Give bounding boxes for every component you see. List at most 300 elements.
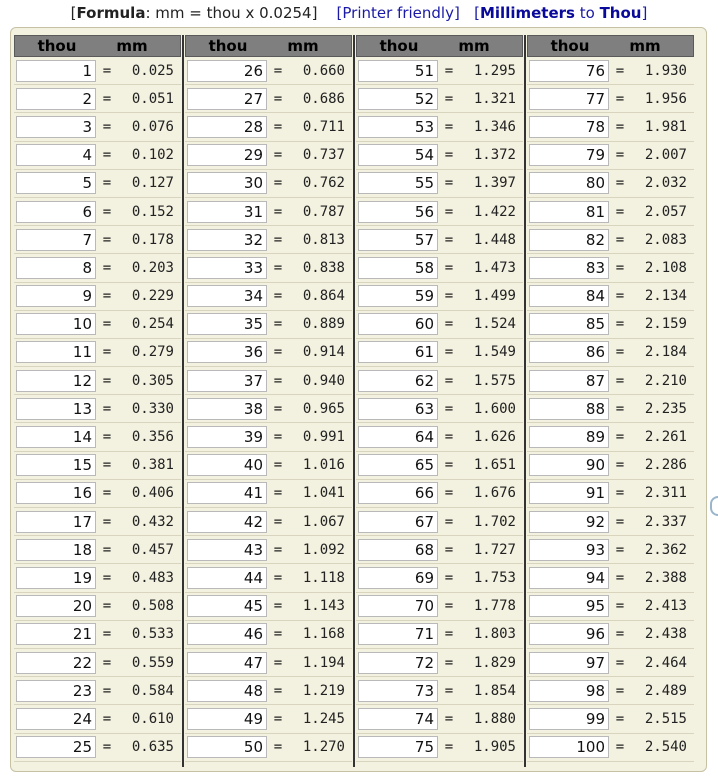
mm-value: 0.330 (131, 400, 174, 417)
partial-scroll-icon (710, 496, 718, 516)
thou-value-field[interactable]: 39 (187, 426, 267, 448)
thou-value-field[interactable]: 21 (16, 623, 96, 645)
thou-value-field[interactable]: 55 (358, 172, 438, 194)
mm-value: 2.057 (644, 203, 687, 220)
thou-value-field[interactable]: 42 (187, 511, 267, 533)
thou-value-field[interactable]: 37 (187, 370, 267, 392)
formula-open-bracket: [ (70, 4, 77, 22)
mm-value: 0.076 (131, 118, 174, 135)
thou-value-field[interactable]: 32 (187, 229, 267, 251)
thou-value-field[interactable]: 12 (16, 370, 96, 392)
mm-value: 1.854 (473, 682, 516, 699)
equals-sign: = (102, 316, 112, 333)
thou-value-field[interactable]: 34 (187, 285, 267, 307)
table-row (185, 395, 352, 423)
mm-value: 0.686 (302, 90, 345, 107)
thou-value-field[interactable]: 98 (529, 680, 609, 702)
thou-value-field[interactable]: 5 (16, 172, 96, 194)
equals-sign: = (615, 710, 625, 727)
equals-sign: = (273, 654, 283, 671)
thou-value-field[interactable]: 63 (358, 398, 438, 420)
thou-value-field[interactable]: 78 (529, 116, 609, 138)
mm-value: 1.626 (473, 429, 516, 446)
equals-sign: = (102, 710, 112, 727)
thou-value-field[interactable]: 95 (529, 595, 609, 617)
equals-sign: = (615, 598, 625, 615)
mm-value: 2.261 (644, 429, 687, 446)
header-thou: thou (379, 37, 419, 55)
thou-value-field[interactable]: 62 (358, 370, 438, 392)
equals-sign: = (273, 569, 283, 586)
table-row (356, 423, 523, 451)
equals-sign: = (102, 118, 112, 135)
equals-sign: = (273, 147, 283, 164)
mm-value: 0.787 (302, 203, 345, 220)
table-row (14, 677, 181, 705)
table-row (185, 452, 352, 480)
thou-value-field[interactable]: 20 (16, 595, 96, 617)
mm-value: 1.905 (473, 739, 516, 756)
mm-value: 1.549 (473, 344, 516, 361)
equals-sign: = (102, 288, 112, 305)
equals-sign: = (615, 485, 625, 502)
equals-sign: = (444, 457, 454, 474)
equals-sign: = (444, 513, 454, 530)
table-column-1 (14, 35, 181, 762)
thou-value-field[interactable]: 2 (16, 88, 96, 110)
equals-sign: = (273, 288, 283, 305)
thou-value-field[interactable]: 41 (187, 482, 267, 504)
mm-value: 0.152 (131, 203, 174, 220)
thou-value-field[interactable]: 60 (358, 313, 438, 335)
table-row (185, 705, 352, 733)
thou-value-field[interactable]: 58 (358, 257, 438, 279)
table-row (356, 339, 523, 367)
thou-value-field[interactable]: 73 (358, 680, 438, 702)
table-row (185, 198, 352, 226)
equals-sign: = (273, 90, 283, 107)
equals-sign: = (615, 541, 625, 558)
table-row (185, 480, 352, 508)
table-row (356, 57, 523, 85)
table-row (356, 254, 523, 282)
thou-value-field[interactable]: 10 (16, 313, 96, 335)
mm-value: 1.245 (302, 710, 345, 727)
table-row (14, 480, 181, 508)
thou-value-field[interactable]: 61 (358, 341, 438, 363)
equals-sign: = (273, 203, 283, 220)
thou-value-field[interactable]: 82 (529, 229, 609, 251)
mm-value: 0.889 (302, 316, 345, 333)
equals-sign: = (273, 513, 283, 530)
table-row (527, 452, 694, 480)
table-row (356, 480, 523, 508)
thou-value-field[interactable]: 59 (358, 285, 438, 307)
equals-sign: = (444, 203, 454, 220)
equals-sign: = (444, 118, 454, 135)
equals-sign: = (615, 457, 625, 474)
equals-sign: = (615, 682, 625, 699)
thou-value-field[interactable]: 11 (16, 341, 96, 363)
equals-sign: = (102, 147, 112, 164)
equals-sign: = (273, 372, 283, 389)
mm-value: 1.118 (302, 569, 345, 586)
column-header (356, 35, 523, 57)
mm-value: 1.803 (473, 626, 516, 643)
thou-value-field[interactable]: 66 (358, 482, 438, 504)
thou-value-field[interactable]: 65 (358, 454, 438, 476)
column-header (14, 35, 181, 57)
thou-value-field[interactable]: 74 (358, 708, 438, 730)
table-row (14, 57, 181, 85)
mm-value: 2.540 (644, 739, 687, 756)
equals-sign: = (273, 62, 283, 79)
header-mm: mm (287, 37, 319, 55)
thou-value-field[interactable]: 19 (16, 567, 96, 589)
mm-value: 1.575 (473, 372, 516, 389)
thou-value-field[interactable]: 36 (187, 341, 267, 363)
thou-value-field[interactable]: 15 (16, 454, 96, 476)
thou-value-field[interactable]: 96 (529, 623, 609, 645)
table-row (185, 621, 352, 649)
thou-value-field[interactable]: 71 (358, 623, 438, 645)
mm-value: 2.337 (644, 513, 687, 530)
mm-value: 1.702 (473, 513, 516, 530)
equals-sign: = (273, 710, 283, 727)
mm-value: 0.635 (131, 739, 174, 756)
equals-sign: = (273, 598, 283, 615)
equals-sign: = (444, 316, 454, 333)
thou-value-field[interactable]: 14 (16, 426, 96, 448)
thou-value-field[interactable]: 88 (529, 398, 609, 420)
thou-value-field[interactable]: 91 (529, 482, 609, 504)
equals-sign: = (615, 513, 625, 530)
table-row (527, 283, 694, 311)
table-row (356, 198, 523, 226)
mm-value: 1.930 (644, 62, 687, 79)
thou-value-field[interactable]: 9 (16, 285, 96, 307)
mm-value: 2.489 (644, 682, 687, 699)
mm-value: 2.159 (644, 316, 687, 333)
mm-value: 1.194 (302, 654, 345, 671)
thou-value-field[interactable]: 57 (358, 229, 438, 251)
table-row (185, 339, 352, 367)
thou-value-field[interactable]: 83 (529, 257, 609, 279)
column-header (185, 35, 352, 57)
equals-sign: = (615, 654, 625, 671)
mm-value: 1.092 (302, 541, 345, 558)
equals-sign: = (444, 90, 454, 107)
table-row (14, 142, 181, 170)
thou-value-field[interactable]: 69 (358, 567, 438, 589)
equals-sign: = (102, 400, 112, 417)
thou-value-field[interactable]: 72 (358, 652, 438, 674)
mm-value: 0.508 (131, 598, 174, 615)
table-row (14, 367, 181, 395)
table-row (356, 508, 523, 536)
mm-value: 0.762 (302, 175, 345, 192)
table-row (527, 480, 694, 508)
thou-value-field[interactable]: 75 (358, 736, 438, 758)
table-row (185, 226, 352, 254)
mm-value: 1.524 (473, 316, 516, 333)
table-row (356, 564, 523, 592)
table-row (527, 170, 694, 198)
equals-sign: = (615, 400, 625, 417)
thou-value-field[interactable]: 86 (529, 341, 609, 363)
equals-sign: = (102, 429, 112, 446)
table-row (185, 170, 352, 198)
table-row (185, 367, 352, 395)
table-row (527, 254, 694, 282)
equals-sign: = (273, 429, 283, 446)
equals-sign: = (444, 429, 454, 446)
table-column-2 (185, 35, 352, 762)
thou-value-field[interactable]: 4 (16, 144, 96, 166)
mm-value: 0.127 (131, 175, 174, 192)
thou-value-field[interactable]: 33 (187, 257, 267, 279)
thou-value-field[interactable]: 28 (187, 116, 267, 138)
table-row (527, 367, 694, 395)
equals-sign: = (444, 739, 454, 756)
thou-value-field[interactable]: 17 (16, 511, 96, 533)
table-row (14, 198, 181, 226)
mm-value: 1.219 (302, 682, 345, 699)
thou-value-field[interactable]: 94 (529, 567, 609, 589)
equals-sign: = (444, 626, 454, 643)
equals-sign: = (102, 344, 112, 361)
thou-value-field[interactable]: 44 (187, 567, 267, 589)
mm-value: 0.559 (131, 654, 174, 671)
mm-value: 1.321 (473, 90, 516, 107)
equals-sign: = (102, 654, 112, 671)
thou-value-field[interactable]: 70 (358, 595, 438, 617)
table-row (14, 85, 181, 113)
equals-sign: = (102, 62, 112, 79)
equals-sign: = (615, 203, 625, 220)
column-divider (182, 35, 184, 767)
mm-value: 0.457 (131, 541, 174, 558)
thou-value-field[interactable]: 46 (187, 623, 267, 645)
thou-value-field[interactable]: 79 (529, 144, 609, 166)
thou-value-field[interactable]: 52 (358, 88, 438, 110)
mm-value: 1.016 (302, 457, 345, 474)
thou-value-field[interactable]: 77 (529, 88, 609, 110)
thou-value-field[interactable]: 90 (529, 454, 609, 476)
equals-sign: = (615, 288, 625, 305)
mm-value: 0.660 (302, 62, 345, 79)
table-row (185, 85, 352, 113)
equals-sign: = (273, 682, 283, 699)
equals-sign: = (444, 682, 454, 699)
table-row (14, 621, 181, 649)
formula-label: Formula (76, 4, 146, 22)
table-row (356, 395, 523, 423)
table-row (527, 734, 694, 762)
mm-value: 1.397 (473, 175, 516, 192)
table-row (527, 113, 694, 141)
equals-sign: = (102, 457, 112, 474)
equals-sign: = (615, 739, 625, 756)
thou-value-field[interactable]: 35 (187, 313, 267, 335)
table-row (356, 621, 523, 649)
thou-value-field[interactable]: 22 (16, 652, 96, 674)
mm-value: 1.600 (473, 400, 516, 417)
thou-value-field[interactable]: 80 (529, 172, 609, 194)
thou-value-field[interactable]: 13 (16, 398, 96, 420)
thou-value-field[interactable]: 81 (529, 201, 609, 223)
direction-to: Thou (599, 4, 642, 22)
mm-value: 0.102 (131, 147, 174, 164)
thou-value-field[interactable]: 49 (187, 708, 267, 730)
column-header (527, 35, 694, 57)
equals-sign: = (273, 231, 283, 248)
mm-value: 1.346 (473, 118, 516, 135)
table-row (14, 564, 181, 592)
table-row (185, 734, 352, 762)
table-row (356, 113, 523, 141)
thou-value-field[interactable]: 25 (16, 736, 96, 758)
millimeters-to-thou-link[interactable] (474, 4, 647, 22)
equals-sign: = (273, 739, 283, 756)
thou-value-field[interactable]: 64 (358, 426, 438, 448)
equals-sign: = (615, 344, 625, 361)
mm-value: 1.422 (473, 203, 516, 220)
thou-value-field[interactable]: 54 (358, 144, 438, 166)
equals-sign: = (102, 372, 112, 389)
mm-value: 0.483 (131, 569, 174, 586)
thou-value-field[interactable]: 29 (187, 144, 267, 166)
thou-value-field[interactable]: 97 (529, 652, 609, 674)
table-row (356, 734, 523, 762)
thou-value-field[interactable]: 89 (529, 426, 609, 448)
thou-value-field[interactable]: 40 (187, 454, 267, 476)
table-row (356, 705, 523, 733)
thou-value-field[interactable]: 47 (187, 652, 267, 674)
thou-value-field[interactable]: 93 (529, 539, 609, 561)
table-row (14, 452, 181, 480)
equals-sign: = (615, 372, 625, 389)
thou-value-field[interactable]: 3 (16, 116, 96, 138)
thou-value-field[interactable]: 23 (16, 680, 96, 702)
thou-value-field[interactable]: 16 (16, 482, 96, 504)
table-row (356, 677, 523, 705)
mm-value: 0.610 (131, 710, 174, 727)
table-row (356, 142, 523, 170)
table-row (14, 311, 181, 339)
table-row (356, 367, 523, 395)
column-divider (353, 35, 355, 767)
thou-value-field[interactable]: 45 (187, 595, 267, 617)
formula-bar (0, 4, 718, 22)
table-row (185, 423, 352, 451)
mm-value: 2.032 (644, 175, 687, 192)
thou-value-field[interactable]: 50 (187, 736, 267, 758)
table-row (14, 649, 181, 677)
mm-value: 0.991 (302, 429, 345, 446)
table-row (185, 57, 352, 85)
equals-sign: = (273, 344, 283, 361)
thou-value-field[interactable]: 7 (16, 229, 96, 251)
equals-sign: = (444, 344, 454, 361)
thou-value-field[interactable]: 68 (358, 539, 438, 561)
table-row (14, 734, 181, 762)
table-row (356, 536, 523, 564)
table-row (185, 142, 352, 170)
thou-value-field[interactable]: 30 (187, 172, 267, 194)
mm-value: 0.864 (302, 288, 345, 305)
equals-sign: = (444, 259, 454, 276)
table-row (527, 395, 694, 423)
mm-value: 2.134 (644, 288, 687, 305)
thou-value-field[interactable]: 99 (529, 708, 609, 730)
table-row (527, 536, 694, 564)
thou-value-field[interactable]: 92 (529, 511, 609, 533)
thou-value-field[interactable]: 27 (187, 88, 267, 110)
table-row (527, 339, 694, 367)
thou-value-field[interactable]: 87 (529, 370, 609, 392)
formula-close-bracket: ] (311, 4, 318, 22)
equals-sign: = (102, 626, 112, 643)
equals-sign: = (273, 400, 283, 417)
equals-sign: = (444, 62, 454, 79)
mm-value: 0.381 (131, 457, 174, 474)
table-row (14, 423, 181, 451)
printer-friendly-link[interactable]: [Printer friendly] (336, 4, 460, 22)
thou-value-field[interactable]: 43 (187, 539, 267, 561)
equals-sign: = (615, 316, 625, 333)
equals-sign: = (273, 259, 283, 276)
thou-value-field[interactable]: 6 (16, 201, 96, 223)
mm-value: 1.778 (473, 598, 516, 615)
thou-value-field[interactable]: 38 (187, 398, 267, 420)
thou-value-field[interactable]: 8 (16, 257, 96, 279)
table-row (185, 254, 352, 282)
thou-value-field[interactable]: 56 (358, 201, 438, 223)
mm-value: 1.143 (302, 598, 345, 615)
thou-value-field[interactable]: 24 (16, 708, 96, 730)
table-row (14, 705, 181, 733)
table-row (356, 593, 523, 621)
thou-value-field[interactable]: 100 (529, 736, 609, 758)
thou-value-field[interactable]: 85 (529, 313, 609, 335)
mm-value: 1.270 (302, 739, 345, 756)
equals-sign: = (273, 541, 283, 558)
equals-sign: = (102, 513, 112, 530)
thou-value-field[interactable]: 76 (529, 60, 609, 82)
thou-value-field[interactable]: 26 (187, 60, 267, 82)
thou-value-field[interactable]: 1 (16, 60, 96, 82)
thou-value-field[interactable]: 53 (358, 116, 438, 138)
mm-value: 1.956 (644, 90, 687, 107)
equals-sign: = (615, 231, 625, 248)
equals-sign: = (102, 541, 112, 558)
table-row (185, 564, 352, 592)
thou-value-field[interactable]: 31 (187, 201, 267, 223)
mm-value: 1.981 (644, 118, 687, 135)
thou-value-field[interactable]: 18 (16, 539, 96, 561)
direction-from: Millimeters (479, 4, 575, 22)
table-row (185, 649, 352, 677)
thou-value-field[interactable]: 51 (358, 60, 438, 82)
direction-close: ] (641, 4, 648, 22)
equals-sign: = (273, 457, 283, 474)
thou-value-field[interactable]: 67 (358, 511, 438, 533)
mm-value: 0.737 (302, 147, 345, 164)
thou-value-field[interactable]: 48 (187, 680, 267, 702)
thou-value-field[interactable]: 84 (529, 285, 609, 307)
mm-value: 0.025 (131, 62, 174, 79)
